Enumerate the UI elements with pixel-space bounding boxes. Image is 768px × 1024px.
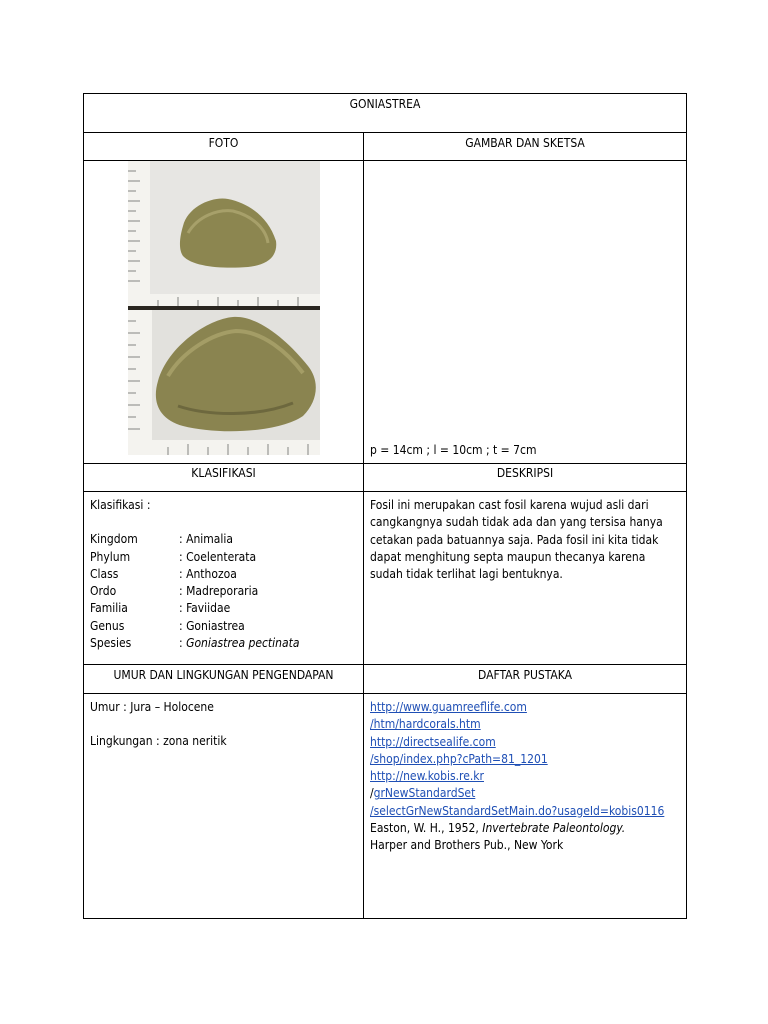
klasifikasi-key: Spesies (90, 636, 132, 651)
pustaka-cell (364, 694, 687, 919)
reference-slash: / (370, 786, 374, 801)
photo-cell (84, 161, 364, 464)
gambar-header-cell (364, 133, 687, 161)
klasifikasi-row-genus (90, 618, 357, 635)
deskripsi-cell (364, 492, 687, 665)
klasifikasi-cell (84, 492, 364, 665)
klasifikasi-list (90, 531, 357, 652)
deskripsi-text: Fosil ini merupakan cast fosil karena wujud asli dari cangkangnya sudah tidak ada dan yang tersisa hanya cetakan pada batuannya saja. Pada fosil ini kita tidak dapat menghitung septa maupun thecanya karena sudah tidak terlihat lagi bentuknya. (370, 498, 663, 582)
reference-link[interactable]: grNewStandardSet (373, 786, 476, 801)
title-cell (84, 94, 687, 133)
klasifikasi-key: Ordo (90, 584, 117, 599)
klasifikasi-row-phylum (90, 549, 357, 566)
book-author: Easton, W. H., 1952, (370, 821, 483, 836)
klasifikasi-key: Familia (90, 601, 128, 616)
foto-header-cell (84, 133, 364, 161)
reference-link[interactable]: http://directsealife.com (370, 734, 496, 749)
klasifikasi-row-familia (90, 600, 357, 617)
klasifikasi-header-cell (84, 464, 364, 492)
klasifikasi-value: : Goniastrea (179, 618, 245, 633)
reference-link[interactable]: http://www.guamreeflife.com (370, 700, 527, 714)
klasifikasi-key: Kingdom (90, 532, 138, 547)
spesies-value: Goniastrea pectinata (186, 636, 300, 651)
reference-link[interactable]: /htm/hardcorals.htm (370, 717, 481, 732)
umur-header-cell (84, 665, 364, 694)
sheet-title: GONIASTREA (349, 97, 421, 111)
lingkungan-text: Lingkungan : zona neritik (90, 734, 227, 749)
umur-text: Umur : Jura – Holocene (90, 700, 214, 714)
klasifikasi-key: Genus (90, 618, 125, 633)
book-reference (370, 820, 684, 837)
deskripsi-header: DESKRIPSI (496, 466, 554, 480)
reference-link[interactable]: http://new.kobis.re.kr (370, 769, 484, 784)
fossil-sheet-table (83, 93, 687, 919)
klasifikasi-value: : Faviidae (179, 601, 231, 616)
fossil-photo (128, 161, 320, 455)
reference-link[interactable]: /shop/index.php?cPath=81_1201 (370, 751, 548, 766)
sketch-cell (364, 161, 687, 464)
umur-cell (84, 694, 364, 919)
klasifikasi-row-spesies (90, 635, 357, 652)
deskripsi-header-cell (364, 464, 687, 492)
klasifikasi-header: KLASIFIKASI (191, 466, 256, 480)
pustaka-header-cell (364, 665, 687, 694)
spesies-colon: : (179, 636, 187, 651)
pustaka-header: DAFTAR PUSTAKA (477, 668, 573, 682)
klasifikasi-value: : Anthozoa (179, 566, 237, 581)
klasifikasi-key: Phylum (90, 549, 131, 564)
klasifikasi-key: Class (90, 566, 119, 581)
book-title: Invertebrate Paleontology. (482, 821, 626, 836)
klasifikasi-row-kingdom (90, 531, 357, 548)
klasifikasi-value: : Madreporaria (179, 584, 259, 599)
foto-header: FOTO (208, 136, 239, 150)
klasifikasi-label: Klasifikasi : (90, 498, 151, 512)
klasifikasi-row-ordo (90, 583, 357, 600)
klasifikasi-row-class (90, 566, 357, 583)
umur-header: UMUR DAN LINGKUNGAN PENGENDAPAN (113, 668, 334, 682)
klasifikasi-value: : Coelenterata (179, 549, 257, 564)
dimensions-text: p = 14cm ; l = 10cm ; t = 7cm (370, 443, 537, 457)
gambar-header: GAMBAR DAN SKETSA (465, 136, 585, 150)
klasifikasi-value: : Animalia (179, 532, 234, 547)
reference-link[interactable]: /selectGrNewStandardSetMain.do?usageId=kobis0116 (370, 803, 665, 818)
book-publisher: Harper and Brothers Pub., New York (370, 838, 564, 853)
